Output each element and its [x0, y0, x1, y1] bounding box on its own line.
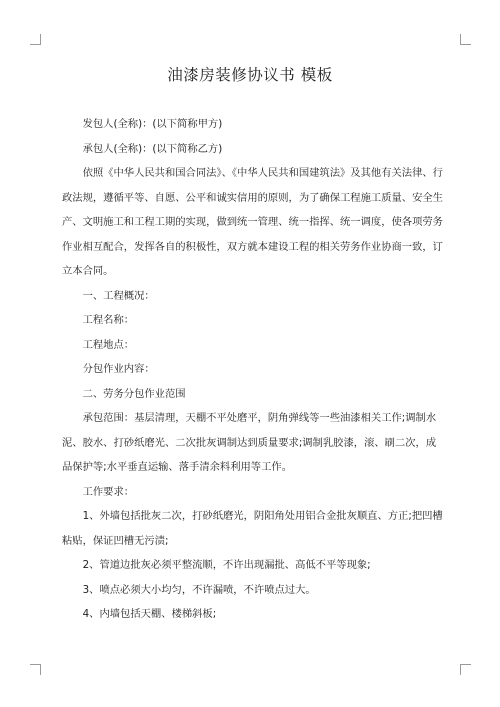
requirement-item-4: 4、内墙包括天棚、楼梯斜板; — [82, 608, 217, 620]
section-heading-project-overview: 一、工程概况： — [82, 289, 155, 302]
page-corner-mark-top-left — [30, 34, 41, 45]
paragraph-contract-scope: 承包范围：基层清理，天棚不平处磨平，阴角弹线等一些油漆相关工作;调制水泥、胶水、打砂纸磨光、二次批灰调制达到质量要求;调制乳胶漆，滚、刷二次，成品保护等;水平垂直运输、落手清余料利用等工作。 — [62, 412, 437, 473]
document-body — [62, 112, 444, 627]
field-project-name: 工程名称： — [82, 314, 135, 326]
paragraph-contractor-party-a: 发包人(全称)：(以下简称甲方) — [82, 118, 223, 130]
paragraph-preamble: 依照《中华人民共和国合同法》、《中华人民共和国建筑法》及其他有关法律、行政法规，遵循平等、自愿、公平和诚实信用的原则，为了确保工程施工质量、安全生产、文明施工和工程工期的实现，做到统一管理、统一指挥、统一调度，使各项劳务作业相互配合，发挥各自的积极性，双方就本建设工程的相关劳务作业协商一致，订立本合同。 — [62, 167, 443, 277]
requirement-item-2: 2、管道边批灰必须平整流顺，不许出现漏批、高低不平等现象; — [82, 559, 371, 571]
section-heading-work-requirements: 工作要求： — [82, 485, 135, 498]
requirement-item-1: 1、外墙包括批灰二次，打砂纸磨光，阴阳角处用铝合金批灰顺直、方正;把凹槽粘贴，保证凹槽无污渍; — [62, 510, 443, 547]
field-project-location: 工程地点： — [82, 338, 135, 351]
page-corner-mark-top-right — [460, 34, 471, 45]
section-heading-work-scope: 二、劳务分包作业范围 — [82, 387, 186, 400]
page-corner-mark-bottom-left — [30, 664, 41, 675]
field-subcontract-content: 分包作业内容： — [82, 363, 155, 375]
document-title: 油漆房装修协议书 模板 — [167, 66, 333, 84]
requirement-item-3: 3、喷点必须大小均匀，不许漏喷，不许喷点过大。 — [82, 583, 316, 596]
page-corner-mark-bottom-right — [460, 664, 471, 675]
paragraph-contractor-party-b: 承包人(全称)：(以下简称乙方) — [82, 142, 223, 155]
